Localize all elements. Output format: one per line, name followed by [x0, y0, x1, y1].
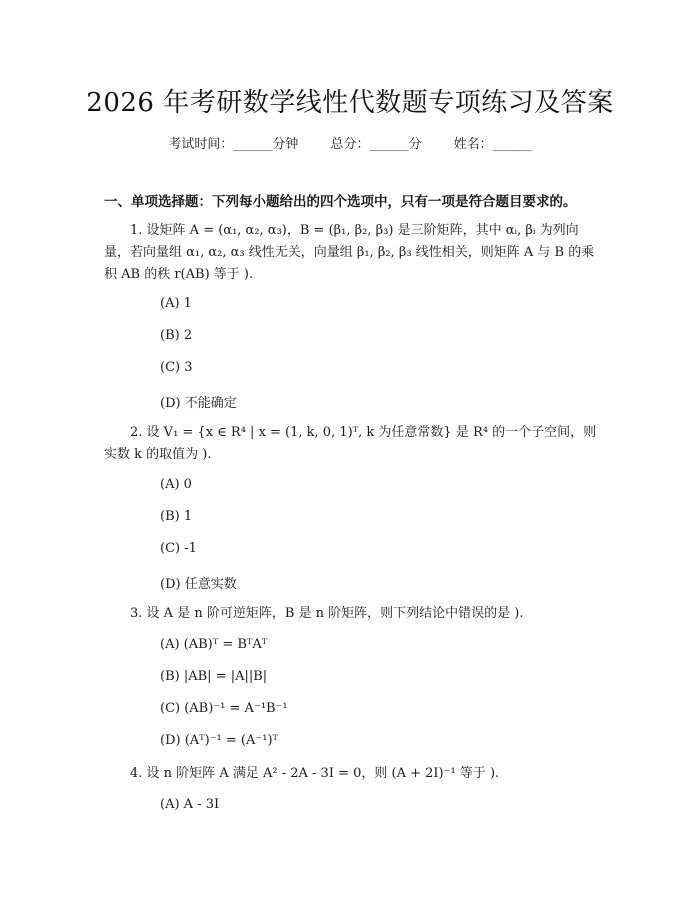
q1-option-b: (B) 2: [160, 328, 193, 343]
question-number: 3.: [130, 606, 143, 621]
q3-option-a: (A) (AB)ᵀ = BᵀAᵀ: [160, 637, 268, 652]
q4-option-a: (A) A - 3I: [160, 797, 220, 812]
question-4: [104, 763, 604, 785]
q2-option-d: (D) 任意实数: [160, 577, 237, 592]
q2-option-a: (A) 0: [160, 477, 192, 492]
question-1: [104, 220, 604, 286]
question-text: 设矩阵 A = (α₁, α₂, α₃)，B = (β₁, β₂, β₃) 是三阶矩阵，其中 αᵢ, βᵢ 为列向量，若向量组 α₁, α₂, α₃ 线性无关，向量组 β₁, β₂, β₃ 线性相关，则矩阵 A 与 B 的乘积 AB 的秩 r(AB) 等于 ).: [104, 223, 595, 282]
q3-option-d: (D) (Aᵀ)⁻¹ = (A⁻¹)ᵀ: [160, 733, 278, 748]
q2-option-b: (B) 1: [160, 509, 193, 524]
q3-option-b: (B) |AB| = |A||B|: [160, 669, 268, 684]
total-score-field: 总分：______分: [330, 137, 422, 152]
question-2: [104, 422, 604, 466]
student-name-field: 姓名：______: [453, 137, 532, 152]
question-text: 设 V₁ = {x ∈ R⁴ | x = (1, k, 0, 1)ᵀ, k 为任意常数} 是 R⁴ 的一个子空间，则实数 k 的取值为 ).: [104, 425, 597, 462]
question-number: 4.: [130, 766, 143, 781]
question-text: 设 n 阶矩阵 A 满足 A² - 2A - 3I = 0，则 (A + 2I)⁻¹ 等于 ).: [146, 766, 500, 781]
question-number: 1.: [130, 223, 143, 238]
q1-option-c: (C) 3: [160, 360, 193, 375]
q2-option-c: (C) -1: [160, 541, 197, 556]
page-title: 2026 年考研数学线性代数题专项练习及答案: [86, 88, 614, 118]
section-heading: 一、单项选择题：下列每小题给出的四个选项中，只有一项是符合题目要求的。: [104, 194, 577, 210]
q1-option-d: (D) 不能确定: [160, 396, 237, 411]
question-3: [104, 603, 604, 625]
exam-time-field: 考试时间：______分钟: [168, 137, 299, 152]
question-number: 2.: [130, 425, 143, 440]
q3-option-c: (C) (AB)⁻¹ = A⁻¹B⁻¹: [160, 701, 288, 716]
q1-option-a: (A) 1: [160, 296, 192, 311]
exam-info: [0, 133, 700, 152]
question-text: 设 A 是 n 阶可逆矩阵，B 是 n 阶矩阵，则下列结论中错误的是 ).: [146, 606, 524, 621]
